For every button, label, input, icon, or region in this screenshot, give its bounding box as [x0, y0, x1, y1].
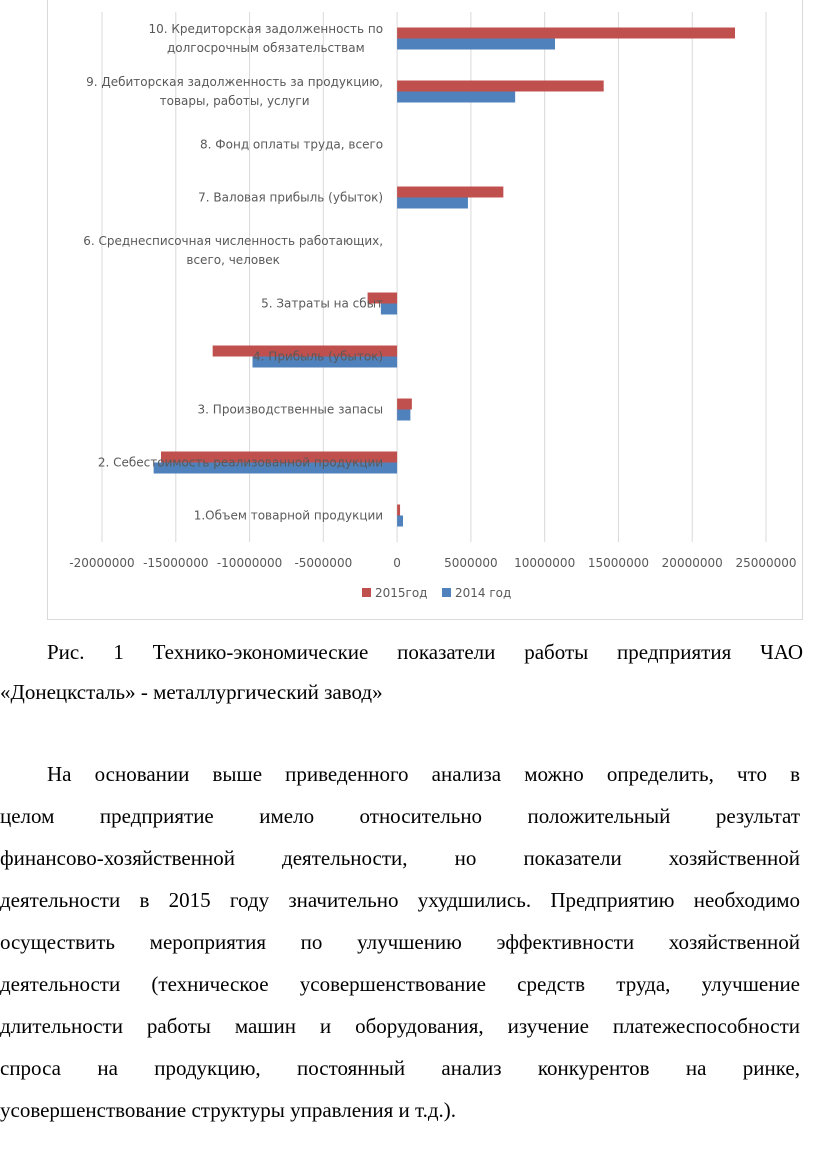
category-label-line: 10. Кредиторская задолженность по	[148, 22, 384, 36]
category-label-line: всего, человек	[186, 253, 280, 267]
chart-svg	[48, 0, 804, 620]
figure-caption	[0, 630, 816, 710]
bar-2015	[397, 81, 604, 92]
category-label	[261, 297, 383, 311]
category-label-line: 2. Себестоимость реализованной продукции	[97, 455, 384, 470]
x-tick-label: -15000000	[143, 556, 209, 570]
bar-2014	[397, 198, 468, 209]
bar-2015	[397, 399, 412, 410]
bar-2015	[397, 187, 503, 198]
bar-chart	[47, 0, 803, 620]
x-tick-label: 20000000	[661, 556, 723, 570]
category-label-line: товары, работы, услуги	[159, 94, 310, 108]
legend-swatch-2015	[362, 588, 371, 597]
bar-2015	[397, 505, 400, 516]
x-tick-label: 5000000	[444, 556, 498, 570]
bar-2014	[397, 516, 403, 527]
category-label-line: 9. Дебиторская задолженность за продукцию,	[86, 75, 384, 89]
legend-label: 2014 год	[455, 586, 512, 600]
legend-label: 2015год	[375, 586, 428, 600]
category-label-line: 5. Затраты на сбыт	[261, 296, 384, 311]
bar-2014	[397, 410, 410, 421]
category-label	[98, 456, 383, 470]
category-label	[194, 509, 383, 523]
category-label-line: 1.Объем товарной продукции	[193, 508, 384, 523]
category-label-line: долгосрочным обязательствам	[166, 41, 365, 55]
category-label-line: 3. Производственные запасы	[197, 402, 384, 417]
caption-line-2: «Донецксталь» - металлургический завод»	[0, 680, 383, 704]
body-paragraph: На основании выше приведенного анализа можно определить, что в целом предприятие имело относительно положительный результат финансово-хозяйственной деятельности, но показатели хозяйственной деятельности в 2015 году значительно ухудшились. Предприятию необходимо осуществить мероприятия по улучшению эффективности хозяйственной деятельности (техническое усовершенствование средств труда, улучшение длительности работы машин и оборудования, изучение платежеспособности спроса на продукцию, постоянный анализ конкурентов на ринке, усовершенствование структуры управления и т.д.).	[0, 762, 800, 1122]
category-label-line: 7. Валовая прибыль (убыток)	[198, 190, 384, 205]
x-tick-label: -10000000	[216, 556, 283, 570]
category-label	[86, 75, 383, 108]
x-tick-label: 25000000	[735, 556, 797, 570]
bar-2015	[397, 28, 735, 39]
bar-2014	[381, 304, 397, 315]
category-label	[148, 22, 383, 55]
x-tick-label: 0	[393, 556, 401, 570]
x-tick-label: -20000000	[69, 556, 135, 570]
category-label	[198, 191, 383, 205]
category-label-line: 4. Прибыль (убыток)	[253, 349, 384, 364]
x-tick-label: -5000000	[294, 556, 353, 570]
bar-2014	[397, 92, 515, 103]
category-label-line: 6. Среднесписочная численность работающих,	[83, 234, 384, 248]
bar-2014	[397, 39, 555, 50]
category-label	[198, 403, 384, 417]
x-tick-label: 15000000	[587, 556, 649, 570]
category-label-line: 8. Фонд оплаты труда, всего	[200, 137, 384, 152]
category-label	[83, 234, 383, 267]
caption-line-1: Рис. 1 Технико-экономические показатели работы предприятия ЧАО	[47, 640, 803, 664]
x-tick-label: 10000000	[514, 556, 576, 570]
category-label	[200, 138, 383, 152]
category-label	[253, 350, 383, 364]
legend-swatch-2014	[442, 588, 451, 597]
